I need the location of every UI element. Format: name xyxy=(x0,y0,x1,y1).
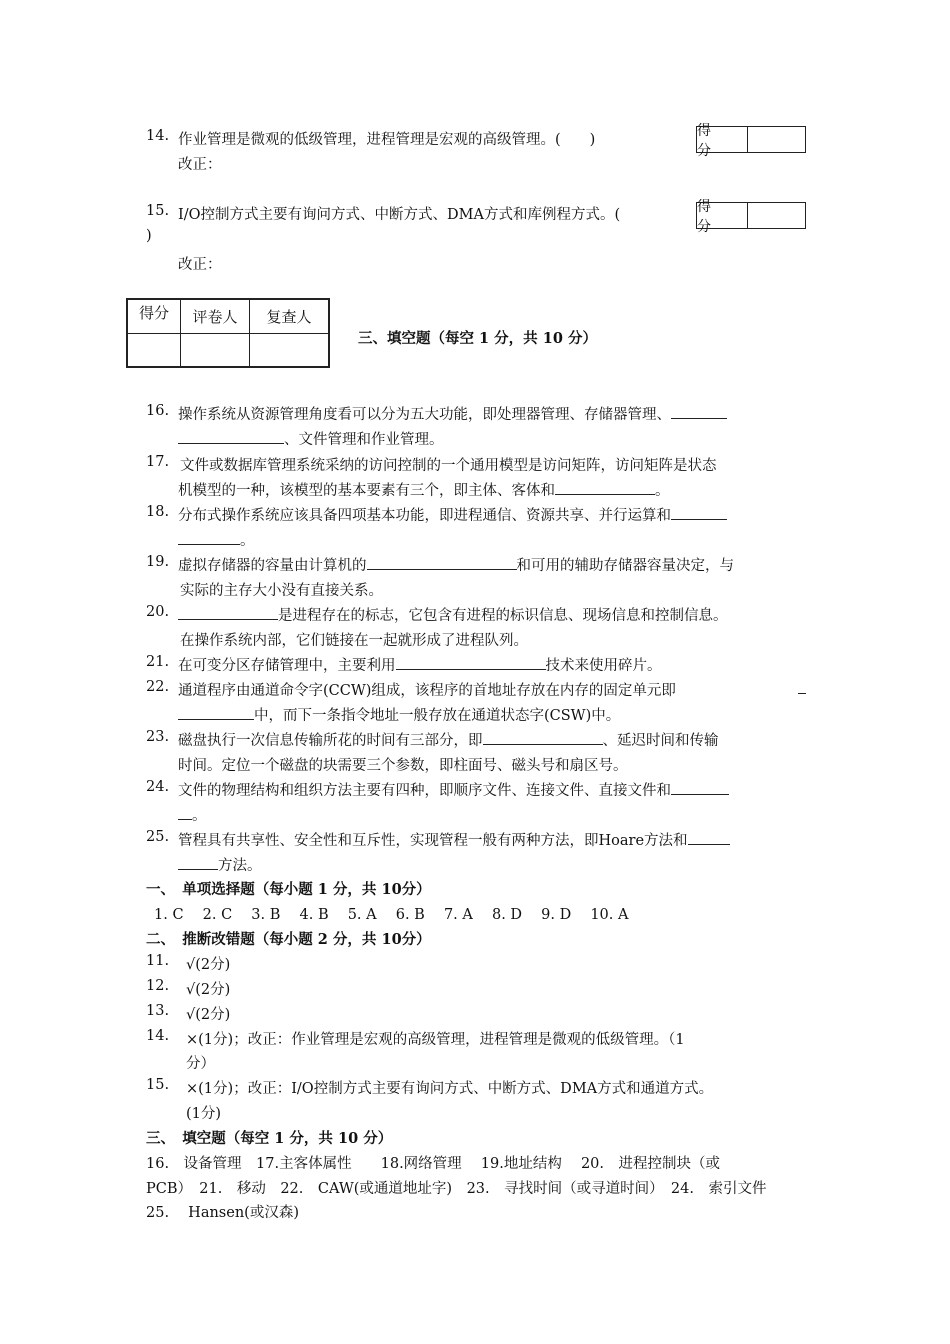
q19-line2: 实际的主存大小没有直接关系。 xyxy=(180,583,383,599)
q18-blank-a[interactable] xyxy=(671,505,727,520)
q15-fix-label: 改正： xyxy=(178,257,222,273)
q21-number: 21. xyxy=(146,654,170,670)
q22-line1: 通道程序由通道命令字(CCW)组成，该程序的首地址存放在内存的固定单元即 xyxy=(178,683,676,699)
q16-number: 16. xyxy=(146,403,170,419)
q24-number: 24. xyxy=(146,779,170,795)
q15-score-box xyxy=(696,198,806,235)
score-label: 得 分 xyxy=(697,127,748,152)
answer-11-number: 11. xyxy=(146,953,170,969)
q23-number: 23. xyxy=(146,729,170,745)
grader-header-marker: 评卷人 xyxy=(181,299,250,333)
q25-line2: 方法。 xyxy=(178,854,262,875)
q20-blank[interactable] xyxy=(178,605,278,620)
q24-blank-b[interactable] xyxy=(178,805,192,820)
q18-blank-b[interactable] xyxy=(178,530,240,545)
grader-table xyxy=(126,298,330,368)
score-value-cell[interactable] xyxy=(748,127,805,152)
q18-number: 18. xyxy=(146,504,170,520)
grader-header-score: 得分 xyxy=(127,299,181,333)
answer-11-text: √(2分) xyxy=(186,957,231,973)
q24-line1: 文件的物理结构和组织方法主要有四种，即顺序文件、连接文件、直接文件和 xyxy=(178,779,729,800)
q15-text-cont: ) xyxy=(146,228,152,244)
q16-line1: 操作系统从资源管理角度看可以分为五大功能，即处理器管理、存储器管理、 xyxy=(178,403,727,424)
answer-14-number: 14. xyxy=(146,1028,170,1044)
q16-blank-b[interactable] xyxy=(178,429,284,444)
q16-line2: 、文件管理和作业管理。 xyxy=(178,428,444,449)
answer-15-number: 15. xyxy=(146,1077,170,1093)
score-label: 得 分 xyxy=(697,203,748,228)
q20-line2: 在操作系统内部，它们链接在一起就形成了进程队列。 xyxy=(180,633,528,649)
answer-14-text: ×(1分)；改正：作业管理是宏观的高级管理，进程管理是微观的低级管理。（1 xyxy=(186,1032,685,1048)
q20-number: 20. xyxy=(146,604,170,620)
q23-line1: 磁盘执行一次信息传输所花的时间有三部分，即 、延迟时间和传输 xyxy=(178,729,719,750)
answers-sec3-line2: PCB） 21. 移动 22. CAW(或通道地址字) 23. 寻找时间（或寻道时间） 24. 索引文件 xyxy=(146,1181,767,1197)
q19-blank[interactable] xyxy=(367,555,517,570)
fill-section-title: 三、填空题（每空 1 分，共 10 分） xyxy=(358,330,597,347)
q25-number: 25. xyxy=(146,829,170,845)
q17-line2: 机模型的一种，该模型的基本要素有三个，即主体、客体和 。 xyxy=(178,479,670,500)
q17-blank[interactable] xyxy=(555,480,655,495)
q22-line2: 中，而下一条指令地址一般存放在通道状态字(CSW)中。 xyxy=(178,704,620,725)
answer-12-text: √(2分) xyxy=(186,982,231,998)
grader-cell-marker[interactable] xyxy=(181,333,250,367)
q14-fix-label: 改正： xyxy=(178,157,222,173)
q19-number: 19. xyxy=(146,554,170,570)
q15-number: 15. xyxy=(146,203,170,219)
q25-blank-a[interactable] xyxy=(688,830,730,845)
q24-line2: 。 xyxy=(178,804,207,825)
q25-blank-b[interactable] xyxy=(178,855,218,870)
q15-text: I/O控制方式主要有询问方式、中断方式、DMA方式和库例程方式。( xyxy=(178,207,621,223)
q18-line1: 分布式操作系统应该具备四项基本功能，即进程通信、资源共享、并行运算和 xyxy=(178,504,727,525)
answers-sec3-line1: 16. 设备管理 17.主客体属性 18.网络管理 19.地址结构 20. 进程控制块（或 xyxy=(146,1156,721,1172)
q14-score-box xyxy=(696,122,806,159)
q22-number: 22. xyxy=(146,679,170,695)
q21-blank[interactable] xyxy=(396,655,546,670)
q14-number: 14. xyxy=(146,128,170,144)
q17-line1: 文件或数据库管理系统采纳的访问控制的一个通用模型是访问矩阵，访问矩阵是状态 xyxy=(180,458,717,474)
q19-line1: 虚拟存储器的容量由计算机的 和可用的辅助存储器容量决定，与 xyxy=(178,554,734,575)
q22-blank-a[interactable] xyxy=(798,679,806,694)
answer-14-text-cont: 分） xyxy=(186,1056,215,1072)
grader-header-reviewer: 复查人 xyxy=(250,299,330,333)
q16-blank-a[interactable] xyxy=(671,404,727,419)
q21-line1: 在可变分区存储管理中，主要利用 技术来使用碎片。 xyxy=(178,654,662,675)
answers-sec3-line3: 25. Hansen(或汉森) xyxy=(146,1205,299,1221)
grader-cell-score[interactable] xyxy=(127,333,181,367)
answer-15-text: ×(1分)；改正：I/O控制方式主要有询问方式、中断方式、DMA方式和通道方式。 xyxy=(186,1081,714,1097)
answer-15-text-cont: (1分) xyxy=(186,1106,222,1122)
q22-blank-b[interactable] xyxy=(178,705,254,720)
grader-cell-reviewer[interactable] xyxy=(250,333,330,367)
q23-line2: 时间。定位一个磁盘的块需要三个参数，即柱面号、磁头号和扇区号。 xyxy=(178,758,628,774)
q17-number: 17. xyxy=(146,454,170,470)
answer-12-number: 12. xyxy=(146,978,170,994)
q24-blank-a[interactable] xyxy=(671,780,729,795)
answers-sec2-title: 二、 推断改错题（每小题 2 分，共 10分） xyxy=(146,931,431,948)
q20-line1: 是进程存在的标志，它包含有进程的标识信息、现场信息和控制信息。 xyxy=(178,604,728,625)
q25-line1: 管程具有共享性、安全性和互斥性，实现管程一般有两种方法，即Hoare方法和 xyxy=(178,829,730,850)
q18-line2: 。 xyxy=(178,529,255,550)
answer-13-text: √(2分) xyxy=(186,1007,231,1023)
answers-sec3-title: 三、 填空题（每空 1 分，共 10 分） xyxy=(146,1130,393,1147)
answers-sec1-title: 一、 单项选择题（每小题 1 分，共 10分） xyxy=(146,881,431,898)
answers-sec1-line: 1. C 2. C 3. B 4. B 5. A 6. B 7. A 8. D 9. D 10. A xyxy=(154,907,629,923)
q14-text: 作业管理是微观的低级管理，进程管理是宏观的高级管理。( ) xyxy=(178,132,596,148)
q23-blank[interactable] xyxy=(483,730,603,745)
answer-13-number: 13. xyxy=(146,1003,170,1019)
score-value-cell[interactable] xyxy=(748,203,805,228)
